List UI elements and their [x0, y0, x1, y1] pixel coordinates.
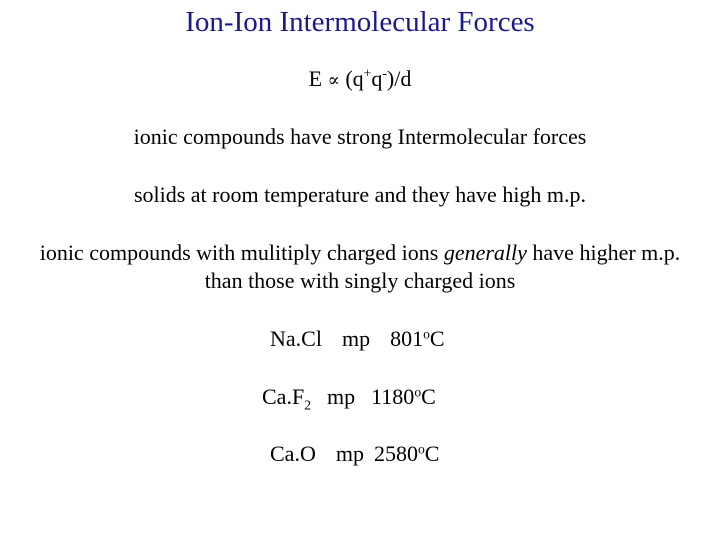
proportional-symbol: ∝	[327, 70, 340, 91]
compound-unit: C	[421, 384, 436, 409]
compound-row	[262, 384, 436, 413]
equation-open: (q	[345, 66, 364, 91]
statement-solids: solids at room temperature and they have high m.p.	[133, 182, 587, 207]
compound-formula: Ca.O	[270, 441, 316, 466]
compound-row	[270, 441, 439, 467]
compound-formula: Ca.F	[262, 384, 305, 409]
degree-symbol: o	[414, 384, 422, 400]
degree-symbol: o	[423, 326, 430, 342]
compound-unit: C	[429, 326, 445, 351]
compound-unit: C	[424, 441, 440, 466]
degree-symbol: o	[417, 441, 425, 457]
compound-mp-value: 2580	[373, 441, 418, 466]
equation-q2: q	[371, 66, 383, 91]
compound-mp-value: 801	[390, 326, 424, 351]
equation	[0, 66, 720, 92]
statement-multiply-pre: ionic compounds with mulitiply charged ions	[39, 240, 444, 265]
statement-strong-forces: ionic compounds have strong Intermolecular forces	[133, 124, 587, 149]
slide-title: Ion-Ion Intermolecular Forces	[185, 6, 535, 38]
statement-multiply-charged	[0, 240, 720, 266]
equation-lhs: E	[308, 66, 323, 91]
equation-minus: -	[382, 65, 387, 81]
compound-row	[270, 326, 445, 352]
compound-mp-label: mp	[335, 441, 364, 466]
compound-formula: Na.Cl	[270, 326, 322, 351]
equation-plus: +	[363, 65, 372, 81]
compound-mp-label: mp	[341, 326, 371, 351]
statement-multiply-emphasis: generally	[443, 240, 527, 265]
statement-multiply-post: have higher m.p.	[526, 240, 681, 265]
compound-mp-label: mp	[327, 384, 356, 409]
statement-singly-charged: than those with singly charged ions	[204, 268, 516, 293]
compound-formula-subscript: 2	[304, 397, 311, 413]
equation-close: )/d	[386, 66, 412, 91]
compound-mp-value: 1180	[371, 384, 415, 409]
